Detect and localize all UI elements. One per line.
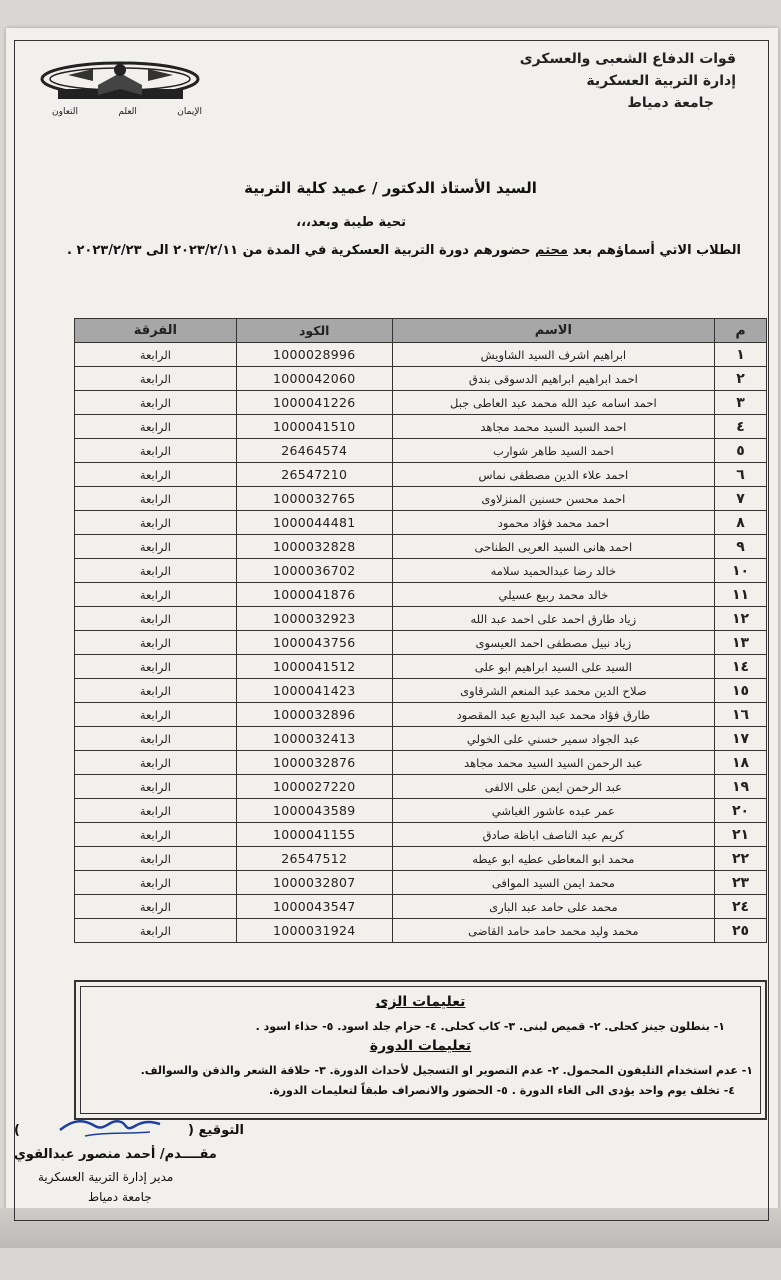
- student-name: محمد ابو المعاطى عطيه ابو عيطه: [392, 847, 714, 871]
- row-number: ٢٣: [715, 871, 767, 895]
- table-row: [75, 391, 767, 415]
- student-name: عبد الرحمن السيد السيد محمد مجاهد: [392, 751, 714, 775]
- student-year: الرابعة: [75, 511, 237, 535]
- row-number: ٧: [715, 487, 767, 511]
- frame-right: [768, 40, 769, 1220]
- student-year: الرابعة: [75, 343, 237, 367]
- student-year: الرابعة: [75, 823, 237, 847]
- student-code: 26547210: [236, 463, 392, 487]
- row-number: ١٩: [715, 775, 767, 799]
- letterhead-line1: قوات الدفاع الشعبى والعسكرى: [519, 51, 736, 67]
- student-code: 1000041423: [236, 679, 392, 703]
- table-row: [75, 919, 767, 943]
- student-code: 1000041510: [236, 415, 392, 439]
- table-row: [75, 703, 767, 727]
- letter-intro: [67, 243, 741, 258]
- student-year: الرابعة: [75, 583, 237, 607]
- student-year: الرابعة: [75, 487, 237, 511]
- student-year: الرابعة: [75, 895, 237, 919]
- course-instructions-title: تعليمات الدورة: [369, 1038, 472, 1054]
- student-year: الرابعة: [75, 751, 237, 775]
- student-year: الرابعة: [75, 463, 237, 487]
- student-code: 1000032828: [236, 535, 392, 559]
- header-year: الفرقة: [75, 319, 237, 343]
- student-code: 1000032807: [236, 871, 392, 895]
- signatory-title: مدير إدارة التربية العسكرية: [38, 1170, 174, 1184]
- student-code: 1000041876: [236, 583, 392, 607]
- student-name: عبد الجواد سمير حسني على الخولي: [392, 727, 714, 751]
- frame-bottom: [14, 1220, 769, 1221]
- signature-label: التوقيع (: [188, 1123, 244, 1138]
- row-number: ٢١: [715, 823, 767, 847]
- student-code: 1000032765: [236, 487, 392, 511]
- table-row: [75, 799, 767, 823]
- table-row: [75, 775, 767, 799]
- student-year: الرابعة: [75, 799, 237, 823]
- row-number: ١: [715, 343, 767, 367]
- table-row: [75, 823, 767, 847]
- student-name: محمد وليد محمد حامد حامد القاضى: [392, 919, 714, 943]
- student-code: 1000041226: [236, 391, 392, 415]
- uniform-instructions: ١- بنطلون جينز كحلى. ٢- قميص لبنى. ٣- كاب كحلى. ٤- حزام جلد اسود. ٥- حذاء اسود .: [255, 1020, 725, 1033]
- students-table: [74, 318, 767, 943]
- student-code: 1000041155: [236, 823, 392, 847]
- student-name: احمد السيد طاهر شوارب: [392, 439, 714, 463]
- signature-close: ): [14, 1123, 20, 1138]
- student-year: الرابعة: [75, 535, 237, 559]
- row-number: ٥: [715, 439, 767, 463]
- student-name: احمد هانى السيد العربى الطناحى: [392, 535, 714, 559]
- student-year: الرابعة: [75, 631, 237, 655]
- student-name: احمد السيد السيد محمد مجاهد: [392, 415, 714, 439]
- row-number: ٩: [715, 535, 767, 559]
- table-row: [75, 607, 767, 631]
- student-year: الرابعة: [75, 871, 237, 895]
- student-code: 1000032876: [236, 751, 392, 775]
- student-year: الرابعة: [75, 775, 237, 799]
- student-code: 26547512: [236, 847, 392, 871]
- student-code: 1000032413: [236, 727, 392, 751]
- letter-greeting: تحية طيبة وبعد،،،: [296, 215, 406, 230]
- student-year: الرابعة: [75, 607, 237, 631]
- letter-addressee: السيد الأستاذ الدكتور / عميد كلية التربية: [244, 179, 537, 197]
- student-year: الرابعة: [75, 727, 237, 751]
- row-number: ٤: [715, 415, 767, 439]
- intro-part2: حضورهم دورة التربية العسكرية في المدة من ٢٠٢٣/٢/١١ الى ٢٠٢٣/٢/٢٣ .: [67, 243, 536, 258]
- student-code: 1000043589: [236, 799, 392, 823]
- row-number: ١٧: [715, 727, 767, 751]
- table-row: [75, 535, 767, 559]
- students-table-body: [75, 343, 767, 943]
- emblem-labels: [52, 107, 202, 117]
- table-row: [75, 655, 767, 679]
- table-row: [75, 631, 767, 655]
- row-number: ٨: [715, 511, 767, 535]
- emblem-label: العلم: [118, 107, 137, 117]
- student-code: 1000042060: [236, 367, 392, 391]
- signatory-org: جامعة دمياط: [88, 1190, 152, 1204]
- student-code: 1000032896: [236, 703, 392, 727]
- row-number: ١٢: [715, 607, 767, 631]
- student-code: 1000043547: [236, 895, 392, 919]
- row-number: ٢٢: [715, 847, 767, 871]
- row-number: ١٥: [715, 679, 767, 703]
- letterhead: [520, 48, 736, 114]
- table-row: [75, 895, 767, 919]
- table-row: [75, 727, 767, 751]
- student-code: 1000041512: [236, 655, 392, 679]
- student-name: احمد ابراهيم ابراهيم الدسوقى بندق: [392, 367, 714, 391]
- student-year: الرابعة: [75, 703, 237, 727]
- frame-left: [14, 40, 15, 1220]
- student-name: صلاح الدين محمد عبد المنعم الشرقاوى: [392, 679, 714, 703]
- student-name: خالد محمد ربيع عسيلي: [392, 583, 714, 607]
- course-instructions-line2: ٤- تخلف يوم واحد يؤدى الى الغاء الدورة . ٥- الحضور والانصراف طبقاً لتعليمات الدورة.: [269, 1084, 735, 1097]
- student-code: 1000032923: [236, 607, 392, 631]
- student-name: خالد رضا عبدالحميد سلامه: [392, 559, 714, 583]
- row-number: ٢٠: [715, 799, 767, 823]
- row-number: ١٤: [715, 655, 767, 679]
- student-year: الرابعة: [75, 655, 237, 679]
- uniform-instructions-title: تعليمات الزى: [375, 994, 466, 1010]
- table-row: [75, 439, 767, 463]
- row-number: ٢٥: [715, 919, 767, 943]
- student-year: الرابعة: [75, 367, 237, 391]
- course-instructions-line1: ١- عدم استخدام التليفون المحمول. ٢- عدم التصوير او التسجيل لأحداث الدورة. ٣- حلاقة الشعر والذقن والسوالف.: [140, 1064, 753, 1077]
- student-year: الرابعة: [75, 919, 237, 943]
- student-code: 1000044481: [236, 511, 392, 535]
- student-name: عبد الرحمن ايمن على الالفى: [392, 775, 714, 799]
- row-number: ١٨: [715, 751, 767, 775]
- student-year: الرابعة: [75, 679, 237, 703]
- intro-part1: الطلاب الاتي أسماؤهم بعد: [567, 243, 741, 258]
- table-row: [75, 871, 767, 895]
- student-name: زياد نبيل مصطفى احمد العيسوى: [392, 631, 714, 655]
- student-name: محمد على حامد عبد البارى: [392, 895, 714, 919]
- row-number: ١٠: [715, 559, 767, 583]
- student-name: احمد اسامه عبد الله محمد عبد العاطى جبل: [392, 391, 714, 415]
- emblem-label: التعاون: [52, 107, 79, 117]
- table-header-row: [75, 319, 767, 343]
- student-name: احمد محسن حسنين المنزلاوى: [392, 487, 714, 511]
- row-number: ٢: [715, 367, 767, 391]
- table-row: [75, 751, 767, 775]
- student-name: احمد محمد فؤاد محمود: [392, 511, 714, 535]
- student-name: ابراهيم اشرف السيد الشاويش: [392, 343, 714, 367]
- student-code: 1000027220: [236, 775, 392, 799]
- student-name: محمد ايمن السيد الموافى: [392, 871, 714, 895]
- header-name: الاسم: [392, 319, 714, 343]
- row-number: ٣: [715, 391, 767, 415]
- student-year: الرابعة: [75, 439, 237, 463]
- row-number: ١٦: [715, 703, 767, 727]
- letterhead-line3: جامعة دمياط: [627, 95, 714, 111]
- row-number: ١١: [715, 583, 767, 607]
- signature-line: [14, 1123, 244, 1138]
- table-row: [75, 679, 767, 703]
- signatory-name: مقــــدم/ أحمد منصور عبدالقوي: [14, 1147, 217, 1162]
- table-row: [75, 559, 767, 583]
- letterhead-line2: إدارة التربية العسكرية: [586, 73, 736, 89]
- student-name: زياد طارق احمد على احمد عبد الله: [392, 607, 714, 631]
- table-row: [75, 367, 767, 391]
- table-row: [75, 487, 767, 511]
- student-name: عمر عبده عاشور الغباشي: [392, 799, 714, 823]
- instructions-box: [74, 980, 767, 1120]
- header-code: الكود: [236, 319, 392, 343]
- student-code: 1000036702: [236, 559, 392, 583]
- row-number: ١٣: [715, 631, 767, 655]
- student-name: كريم عبد الناصف اباظة صادق: [392, 823, 714, 847]
- student-name: السيد على السيد ابراهيم ابو على: [392, 655, 714, 679]
- student-year: الرابعة: [75, 415, 237, 439]
- table-row: [75, 511, 767, 535]
- table-row: [75, 415, 767, 439]
- intro-underlined-word: محتم: [535, 243, 568, 258]
- student-year: الرابعة: [75, 847, 237, 871]
- student-code: 26464574: [236, 439, 392, 463]
- student-code: 1000043756: [236, 631, 392, 655]
- student-code: 1000028996: [236, 343, 392, 367]
- student-name: طارق فؤاد محمد عبد البديع عبد المقصود: [392, 703, 714, 727]
- frame-top: [14, 40, 769, 41]
- table-row: [75, 847, 767, 871]
- header-num: م: [715, 319, 767, 343]
- emblem-label: الإيمان: [177, 107, 202, 117]
- page-fold: [0, 1208, 781, 1248]
- student-code: 1000031924: [236, 919, 392, 943]
- student-name: احمد علاء الدين مصطفى نماس: [392, 463, 714, 487]
- table-row: [75, 343, 767, 367]
- student-year: الرابعة: [75, 559, 237, 583]
- row-number: ٦: [715, 463, 767, 487]
- student-year: الرابعة: [75, 391, 237, 415]
- row-number: ٢٤: [715, 895, 767, 919]
- table-row: [75, 463, 767, 487]
- table-row: [75, 583, 767, 607]
